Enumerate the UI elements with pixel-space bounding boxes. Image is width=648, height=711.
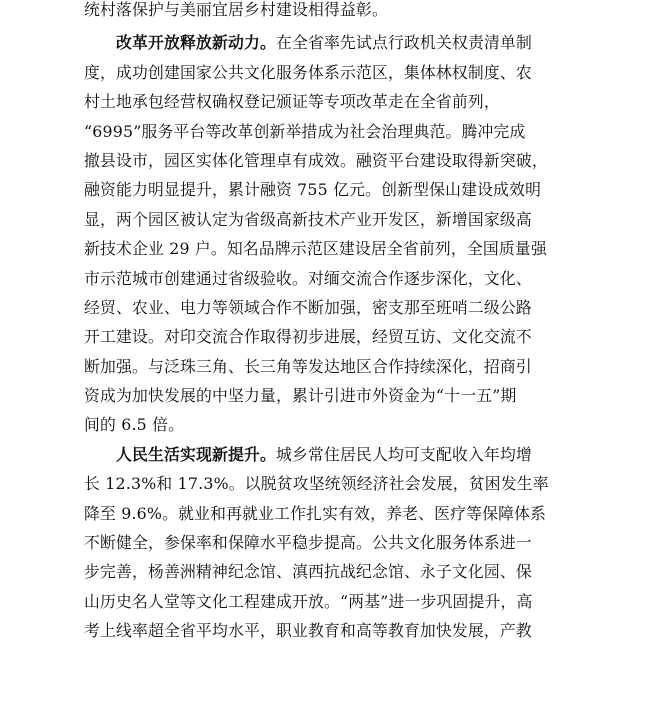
paragraph-line bbox=[84, 440, 578, 469]
paragraph-line: 融资能力明显提升，累计融资 755 亿元。创新型保山建设成效明 bbox=[84, 180, 542, 200]
paragraph-line bbox=[84, 28, 578, 57]
paragraph-line: 间的 6.5 倍。 bbox=[84, 415, 185, 435]
paragraph-line: 资成为加快发展的中坚力量，累计引进市外资金为“十一五”期 bbox=[84, 386, 517, 406]
paragraph-line: 村土地承包经营权确权登记颁证等专项改革走在全省前列， bbox=[84, 92, 500, 112]
paragraph-livelihood bbox=[84, 440, 578, 646]
paragraph-text: 在全省率先试点行政机关权责清单制 bbox=[275, 33, 532, 53]
paragraph-line: 显，两个园区被认定为省级高新技术产业开发区，新增国家级高 bbox=[84, 209, 532, 229]
paragraph-line: 降至 9.6%。就业和再就业工作扎实有效，养老、医疗等保障体系 bbox=[84, 503, 547, 523]
paragraph-line: 考上线率超全省平均水平，职业教育和高等教育加快发展，产教 bbox=[84, 621, 532, 641]
paragraph-reform bbox=[84, 28, 578, 439]
paragraph-line: 市示范城市创建通过省级验收。对缅交流合作逐步深化，文化、 bbox=[84, 268, 532, 288]
paragraph-line: 开工建设。对印交流合作取得初步进展，经贸互访、文化交流不 bbox=[84, 327, 532, 347]
document-page bbox=[84, 0, 578, 711]
paragraph-line: 山历史名人堂等文化工程建成开放。“两基”进一步巩固提升，高 bbox=[84, 591, 533, 611]
paragraph-line: 经贸、农业、电力等领域合作不断加强，密支那至班哨二级公路 bbox=[84, 297, 532, 317]
paragraph-line: “6995”服务平台等改革创新举措成为社会治理典范。腾冲完成 bbox=[84, 121, 526, 141]
paragraph-line: 新技术企业 29 户。知名品牌示范区建设居全省前列，全国质量强 bbox=[84, 239, 547, 259]
paragraph-line: 断加强。与泛珠三角、长三角等发达地区合作持续深化，招商引 bbox=[84, 356, 532, 376]
paragraph-fragment-top: 统村落保护与美丽宜居乡村建设相得益彰。 bbox=[84, 0, 388, 19]
paragraph-line: 步完善，杨善洲精神纪念馆、滇西抗战纪念馆、永子文化园、保 bbox=[84, 562, 532, 582]
paragraph-lead-reform: 改革开放释放新动力。 bbox=[116, 33, 276, 53]
paragraph-line: 长 12.3%和 17.3%。以脱贫攻坚统领经济社会发展，贫困发生率 bbox=[84, 474, 549, 494]
paragraph-line: 度，成功创建国家公共文化服务体系示范区，集体林权制度、农 bbox=[84, 62, 532, 82]
paragraph-line: 不断健全，参保率和保障水平稳步提高。公共文化服务体系进一 bbox=[84, 533, 532, 553]
paragraph-text: 城乡常住居民人均可支配收入年均增 bbox=[275, 444, 532, 464]
paragraph-lead-livelihood: 人民生活实现新提升。 bbox=[116, 444, 276, 464]
paragraph-line: 撤县设市，园区实体化管理卓有成效。融资平台建设取得新突破， bbox=[84, 150, 548, 170]
